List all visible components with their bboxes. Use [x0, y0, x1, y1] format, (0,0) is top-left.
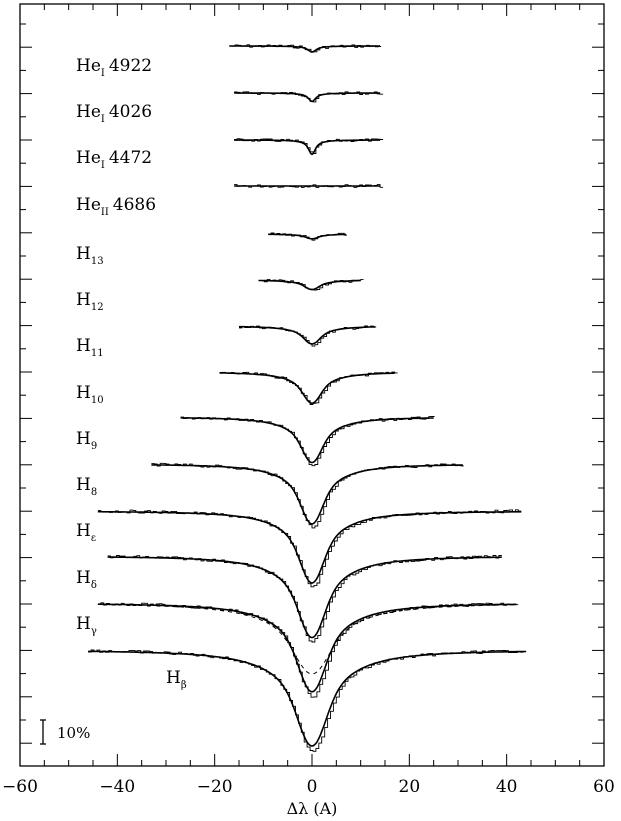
line-label-h-9: $H_9$: [76, 429, 98, 452]
model-profile-h-12: [259, 281, 361, 290]
x-axis-title: Δλ (A): [286, 799, 338, 818]
line-label-h-: $H_\gamma$: [76, 614, 97, 637]
observed-profile-h-11: [239, 326, 376, 346]
line-label-h-: $H_\beta$: [166, 668, 187, 691]
model-profile-he-i-4026: [234, 93, 380, 101]
x-tick-label: −60: [2, 777, 38, 797]
model-profile-h-13: [268, 234, 346, 239]
observed-profile-h-ε: [98, 510, 521, 587]
model-profile-h-: [108, 557, 502, 638]
line-label-h-10: $H_{10}$: [76, 383, 104, 406]
observed-profile-h-8: [151, 463, 463, 528]
observed-profile-h-: [98, 603, 518, 697]
x-tick-label: 40: [495, 777, 518, 797]
line-label-he-i-4472: $He_I$ 4472: [76, 148, 153, 171]
line-label-he-i-4026: $He_I$ 4026: [76, 102, 153, 125]
observed-profile-h-10: [220, 372, 398, 404]
line-label-he-ii-4686: $He_{II}$ 4686: [76, 195, 157, 218]
x-tick-label: −20: [196, 777, 233, 797]
x-tick-label: 20: [398, 777, 421, 797]
line-label-h-: $H_\delta$: [76, 568, 97, 591]
observed-profile-h-: [88, 650, 526, 751]
line-label-he-i-4922: $He_I$ 4922: [76, 56, 153, 79]
line-label-h-13: $H_{13}$: [76, 244, 104, 267]
model-profile-h-: [88, 651, 526, 746]
x-tick-label: −40: [99, 777, 136, 797]
scale-bar-label: 10%: [57, 724, 91, 742]
model-profile-he-i-4472: [234, 140, 380, 154]
x-tick-label: 0: [306, 777, 318, 797]
x-tick-label: 60: [593, 777, 615, 797]
model-profile-h-10: [220, 373, 395, 403]
line-label-h-ε: $H_\varepsilon$: [76, 521, 97, 544]
model-profile-h-: [98, 604, 517, 692]
line-label-h-12: $H_{12}$: [76, 290, 104, 313]
line-label-h-11: $H_{11}$: [76, 336, 104, 359]
model-profile-h-9: [181, 418, 434, 463]
line-label-h-8: $H_8$: [76, 475, 98, 498]
